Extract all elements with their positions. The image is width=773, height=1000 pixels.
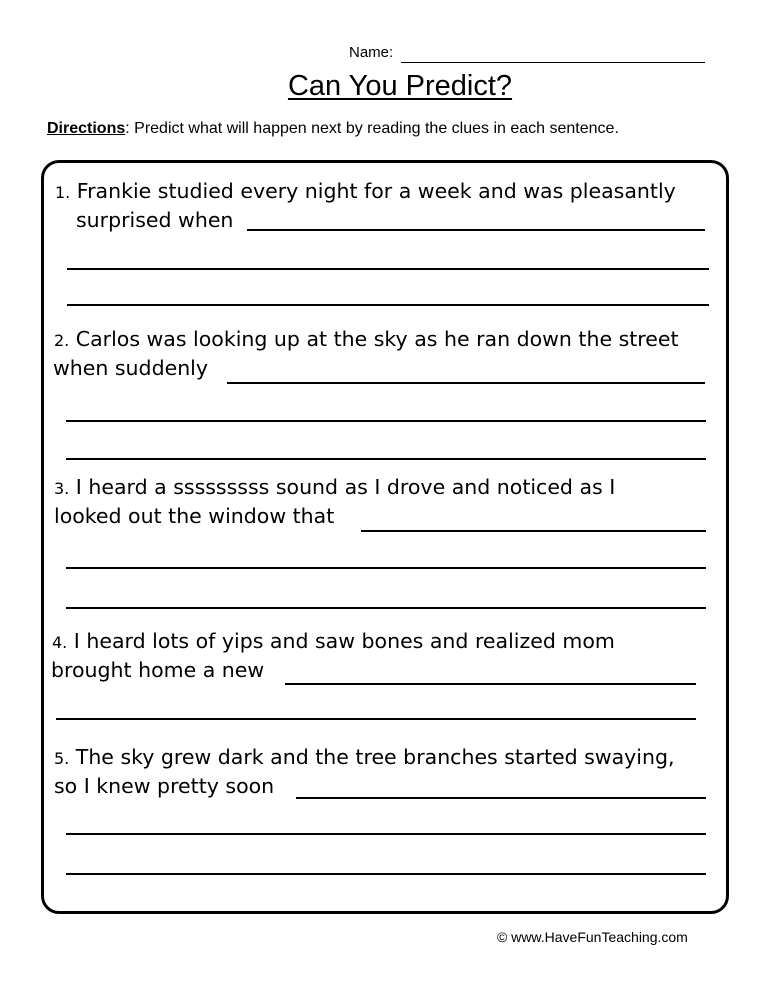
question-1-line2: surprised when — [76, 208, 234, 232]
answer-line[interactable] — [66, 833, 706, 835]
answer-line[interactable] — [67, 304, 709, 306]
name-field-line[interactable] — [401, 62, 705, 63]
question-number: 4. — [52, 633, 68, 652]
question-4-line2: brought home a new — [51, 658, 265, 682]
question-2-line2: when suddenly — [53, 356, 209, 380]
question-5 — [54, 743, 675, 773]
question-2 — [54, 325, 679, 355]
question-text: I heard a sssssssss sound as I drove and noticed as I — [75, 475, 616, 499]
answer-line[interactable] — [56, 718, 696, 720]
directions-label: Directions — [47, 120, 126, 137]
question-text: The sky grew dark and the tree branches started swaying, — [75, 745, 675, 769]
answer-line[interactable] — [247, 229, 705, 231]
question-4 — [52, 627, 615, 657]
answer-line[interactable] — [296, 797, 706, 799]
directions — [47, 120, 619, 138]
question-number: 2. — [54, 331, 70, 350]
question-number: 3. — [54, 479, 70, 498]
answer-line[interactable] — [67, 268, 709, 270]
answer-line[interactable] — [361, 530, 706, 532]
question-5-line2: so I knew pretty soon — [54, 774, 275, 798]
copyright-footer: © www.HaveFunTeaching.com — [497, 929, 688, 945]
question-1 — [55, 177, 676, 207]
answer-line[interactable] — [66, 420, 706, 422]
answer-line[interactable] — [66, 873, 706, 875]
name-label: Name: — [349, 44, 394, 61]
answer-line[interactable] — [66, 567, 706, 569]
question-text: Carlos was looking up at the sky as he ran down the street — [75, 327, 679, 351]
question-text: Frankie studied every night for a week and was pleasantly — [76, 179, 676, 203]
question-text: I heard lots of yips and saw bones and realized mom — [73, 629, 615, 653]
question-number: 1. — [55, 183, 71, 202]
directions-text: : Predict what will happen next by reading the clues in each sentence. — [125, 120, 619, 137]
answer-line[interactable] — [285, 683, 696, 685]
question-3 — [54, 473, 615, 503]
answer-line[interactable] — [66, 458, 706, 460]
answer-line[interactable] — [227, 382, 705, 384]
question-3-line2: looked out the window that — [54, 504, 335, 528]
page-title: Can You Predict? — [287, 70, 513, 102]
answer-line[interactable] — [66, 607, 706, 609]
question-number: 5. — [54, 749, 70, 768]
